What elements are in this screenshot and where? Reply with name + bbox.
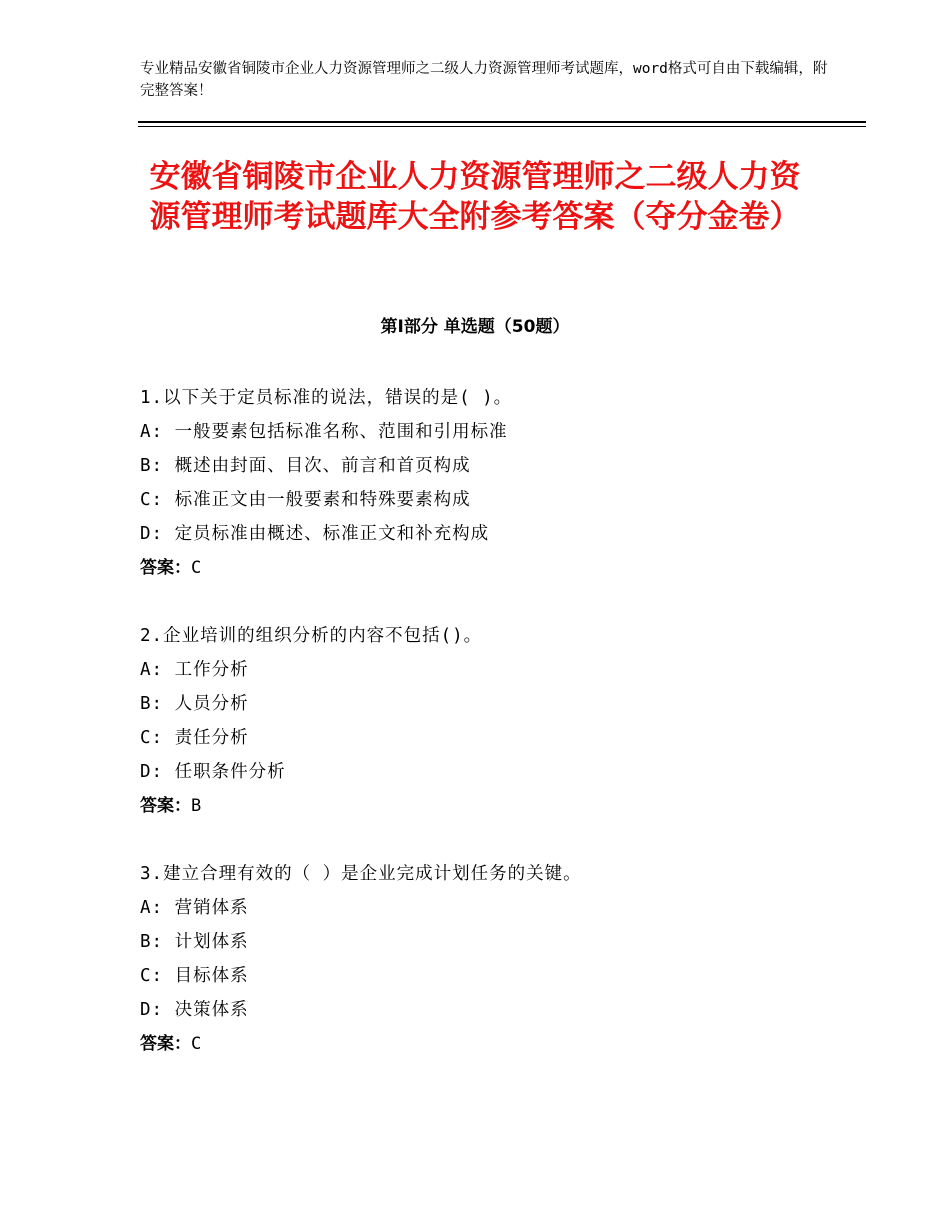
option-a: A: 营销体系 (140, 898, 249, 918)
answer-value: B (191, 796, 202, 816)
option-c: C: 目标体系 (140, 966, 249, 986)
option-b: B: 人员分析 (140, 694, 249, 714)
question-stem: 1.以下关于定员标准的说法，错误的是( )。 (140, 388, 513, 408)
option-b: B: 概述由封面、目次、前言和首页构成 (140, 456, 471, 476)
header-note: 专业精品安徽省铜陵市企业人力资源管理师之二级人力资源管理师考试题库，word格式可自由下载编辑，附完整答案！ (140, 61, 828, 99)
answer-line (140, 789, 840, 823)
option-b: B: 计划体系 (140, 932, 249, 952)
question-3 (140, 857, 840, 1061)
option-d: D: 决策体系 (140, 1000, 249, 1020)
option-a: A: 工作分析 (140, 660, 249, 680)
answer-label: 答案： (140, 796, 191, 816)
question-list (140, 381, 840, 1095)
question-stem: 2.企业培训的组织分析的内容不包括()。 (140, 626, 483, 646)
header-divider-thick (138, 121, 866, 123)
answer-line (140, 551, 840, 585)
question-2 (140, 619, 840, 823)
answer-line (140, 1027, 840, 1061)
header-divider-thin (138, 126, 866, 127)
option-d: D: 任职条件分析 (140, 762, 286, 782)
question-stem: 3.建立合理有效的（ ）是企业完成计划任务的关键。 (140, 864, 582, 884)
option-c: C: 标准正文由一般要素和特殊要素构成 (140, 490, 471, 510)
section-heading: 第Ⅰ部分 单选题（50题） (380, 317, 570, 337)
option-c: C: 责任分析 (140, 728, 249, 748)
option-d: D: 定员标准由概述、标准正文和补充构成 (140, 524, 490, 544)
answer-label: 答案： (140, 558, 191, 578)
answer-value: C (191, 1034, 202, 1054)
document-title: 安徽省铜陵市企业人力资源管理师之二级人力资源管理师考试题库大全附参考答案（夺分金卷） (149, 159, 801, 235)
answer-label: 答案： (140, 1034, 191, 1054)
answer-value: C (191, 558, 202, 578)
option-a: A: 一般要素包括标准名称、范围和引用标准 (140, 422, 508, 442)
question-1 (140, 381, 840, 585)
